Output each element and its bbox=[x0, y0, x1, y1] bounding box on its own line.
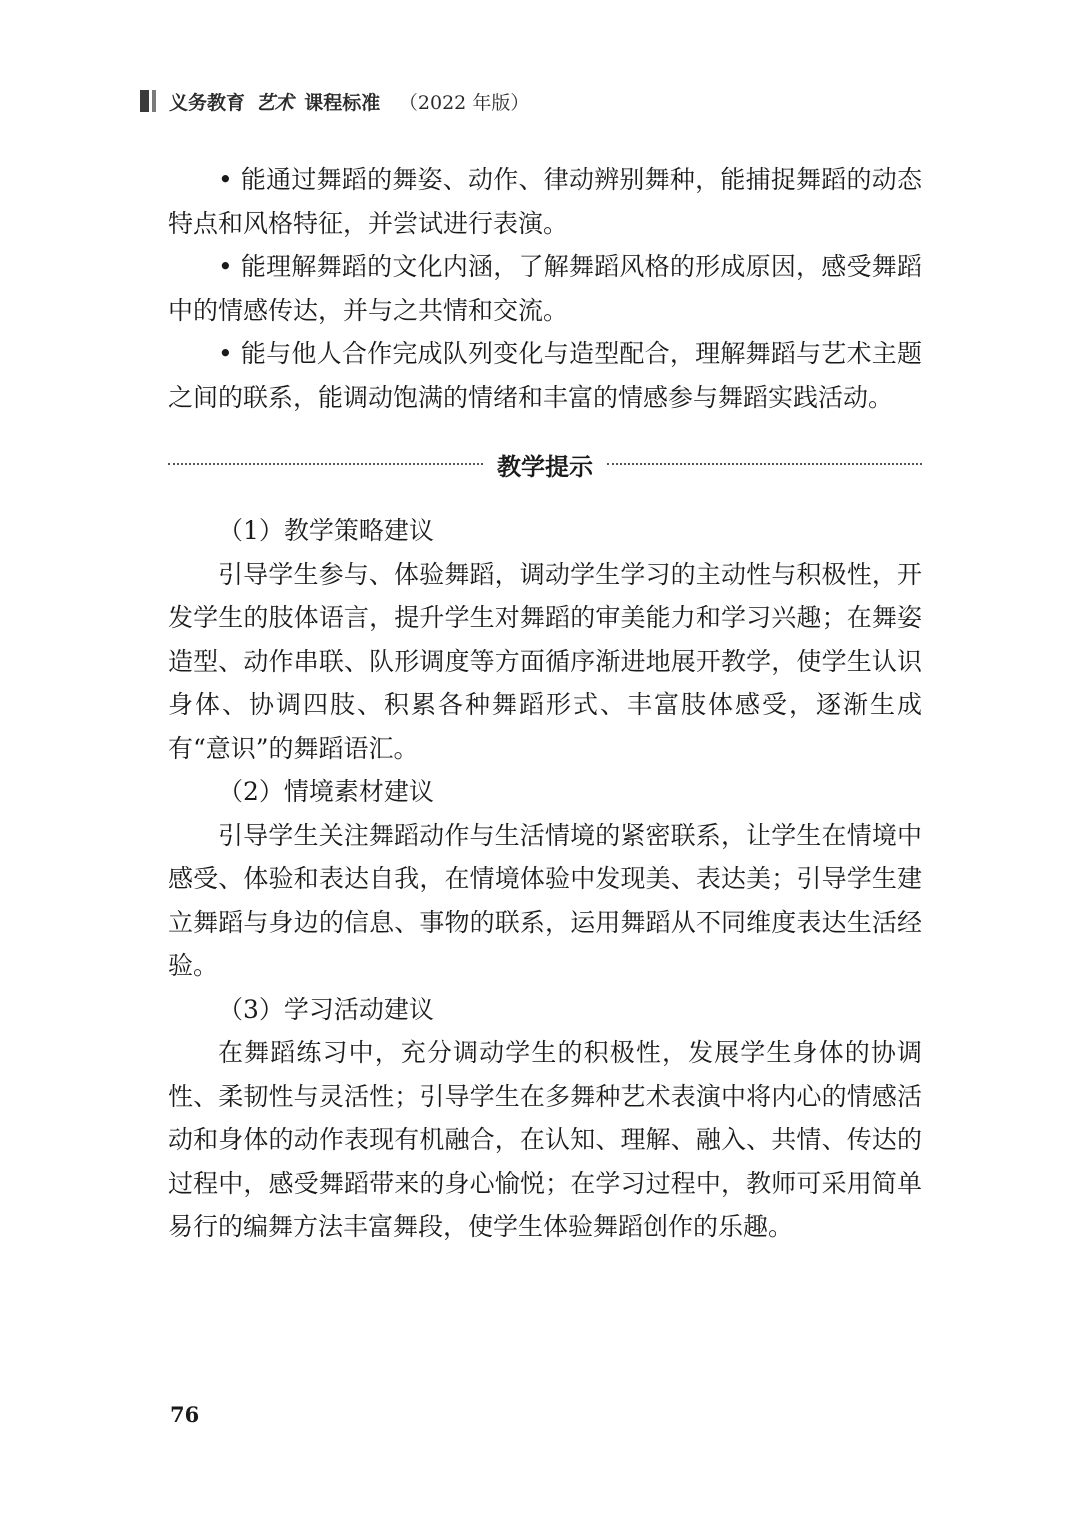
running-header bbox=[140, 86, 533, 116]
page-number: 76 bbox=[170, 1402, 200, 1427]
header-bars-icon bbox=[140, 90, 159, 112]
section-divider bbox=[168, 449, 922, 479]
header-edition: （2022 年版） bbox=[398, 91, 530, 114]
subsection-heading: （1）教学策略建议 bbox=[218, 516, 434, 545]
header-part1: 义务教育 bbox=[169, 91, 246, 114]
bullet-paragraph: • 能与他人合作完成队列变化与造型配合，理解舞蹈与艺术主题之间的联系，能调动饱满的情绪和丰富的情感参与舞蹈实践活动。 bbox=[168, 339, 922, 412]
page-content bbox=[168, 158, 922, 1249]
divider-dots-left bbox=[168, 463, 483, 465]
subsection-heading: （3）学习活动建议 bbox=[218, 994, 434, 1024]
subsection-body: 引导学生关注舞蹈动作与生活情境的紧密联系，让学生在情境中感受、体验和表达自我，在情境体验中发现美、表达美；引导学生建立舞蹈与身边的信息、事物的联系，运用舞蹈从不同维度表达生活经验。 bbox=[168, 820, 922, 980]
header-part2: 艺术 bbox=[255, 91, 294, 114]
divider-dots-right bbox=[607, 463, 922, 465]
bullet-paragraph: • 能理解舞蹈的文化内涵，了解舞蹈风格的形成原因，感受舞蹈中的情感传达，并与之共情和交流。 bbox=[168, 252, 922, 325]
header-title bbox=[169, 88, 533, 115]
section-title: 教学提示 bbox=[497, 452, 593, 481]
subsection-body: 引导学生参与、体验舞蹈，调动学生学习的主动性与积极性，开发学生的肢体语言，提升学生对舞蹈的审美能力和学习兴趣；在舞姿造型、动作串联、队形调度等方面循序渐进地展开教学，使学生认识身体、协调四肢、积累各种舞蹈形式、丰富肢体感受，逐渐生成有“意识”的舞蹈语汇。 bbox=[168, 559, 922, 763]
subsection-heading: （2）情境素材建议 bbox=[218, 777, 434, 806]
subsection-body: 在舞蹈练习中，充分调动学生的积极性，发展学生身体的协调性、柔韧性与灵活性；引导学生在多舞种艺术表演中将内心的情感活动和身体的动作表现有机融合，在认知、理解、融入、共情、传达的过程中，感受舞蹈带来的身心愉悦；在学习过程中，教师可采用简单易行的编舞方法丰富舞段，使学生体验舞蹈创作的乐趣。 bbox=[168, 1038, 922, 1241]
header-part3: 课程标准 bbox=[304, 91, 381, 114]
bullet-paragraph: • 能通过舞蹈的舞姿、动作、律动辨别舞种，能捕捉舞蹈的动态特点和风格特征，并尝试进行表演。 bbox=[168, 165, 922, 238]
